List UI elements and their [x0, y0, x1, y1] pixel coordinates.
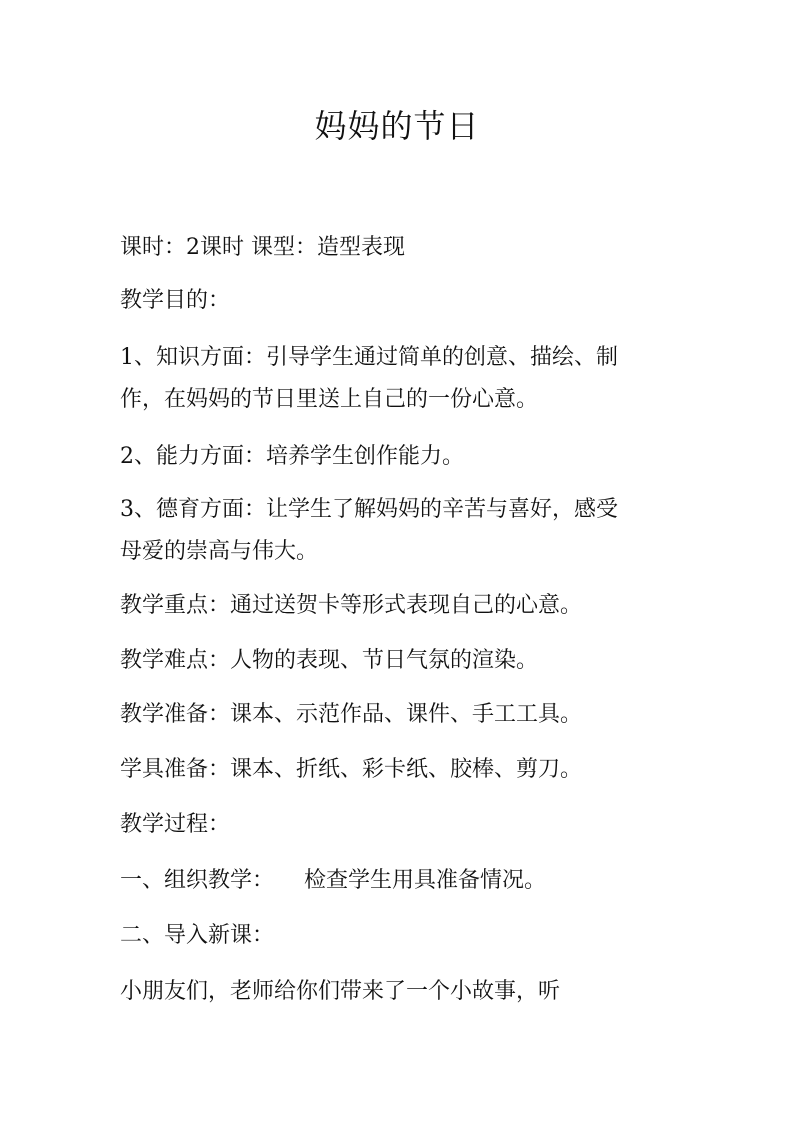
teacher-preparation-line: 教学准备：课本、示范作品、课件、手工工具。	[120, 702, 583, 727]
step-one-text: 检查学生用具准备情况。	[304, 868, 547, 893]
objective-knowledge-line-2: 作，在妈妈的节日里送上自己的一份心意。	[120, 387, 539, 412]
student-preparation-line: 学具准备：课本、折纸、彩卡纸、胶棒、剪刀。	[120, 757, 583, 782]
teaching-focus-line: 教学重点：通过送贺卡等形式表现自己的心意。	[120, 593, 583, 618]
objective-knowledge-line-1: 1、知识方面：引导学生通过简单的创意、描绘、制	[120, 345, 618, 370]
objectives-heading: 教学目的：	[120, 288, 231, 313]
step-one-heading: 一、组织教学：	[120, 868, 275, 893]
step-one-line	[120, 866, 680, 896]
objective-moral-line-1: 3、德育方面：让学生了解妈妈的辛苦与喜好，感受	[120, 497, 618, 522]
lesson-meta-line: 课时：2课时 课型：造型表现	[120, 235, 405, 260]
objective-moral-line-2: 母爱的崇高与伟大。	[120, 539, 319, 564]
objective-ability-line: 2、能力方面：培养学生创作能力。	[120, 444, 464, 469]
story-intro-line: 小朋友们，老师给你们带来了一个小故事，听	[120, 979, 561, 1004]
step-two-heading: 二、导入新课：	[120, 923, 275, 948]
teaching-process-heading: 教学过程：	[120, 812, 231, 837]
document-title: 妈妈的节日	[314, 107, 480, 145]
teaching-difficulty-line: 教学难点：人物的表现、节日气氛的渲染。	[120, 648, 539, 673]
